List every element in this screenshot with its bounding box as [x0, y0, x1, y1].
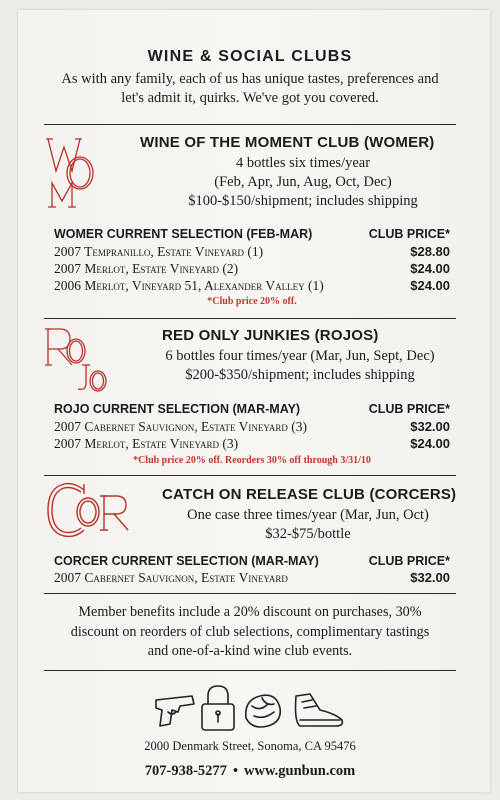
selection-heading	[54, 227, 450, 241]
intro-line-1: As with any family, each of us has unique tastes, preferences and	[61, 71, 439, 87]
club-detail: $32-$75/bottle	[265, 526, 351, 542]
page-title: WINE & SOCIAL CLUBS	[147, 48, 353, 65]
selection-heading	[54, 554, 450, 568]
club-detail: 4 bottles six times/year	[235, 155, 371, 171]
cor-logo	[44, 480, 134, 542]
benefits-line: discount on reorders of club selections, complimentary tastings	[70, 623, 430, 640]
address: 2000 Denmark Street, Sonoma, CA 95476	[144, 739, 356, 753]
wine-row	[54, 436, 450, 452]
club-name-rojos: RED ONLY JUNKIES (ROJOS)	[162, 327, 379, 344]
club-detail: $200-$350/shipment; includes shipping	[185, 367, 415, 383]
wine-row	[54, 244, 450, 260]
wom-logo	[44, 133, 104, 213]
wine-price: $32.00	[410, 419, 450, 434]
wine-price: $24.00	[410, 261, 450, 276]
divider	[44, 318, 456, 319]
wine-name: 2007 Tempranillo, Estate Vineyard (1)	[54, 244, 264, 259]
selection-title: ROJO CURRENT SELECTION (MAR-MAY)	[54, 402, 301, 416]
wine-price: $24.00	[410, 278, 450, 293]
club-detail: 6 bottles four times/year (Mar, Jun, Sept, Dec)	[165, 348, 435, 364]
intro-line-2: let's admit it, quirks. We've got you covered.	[121, 90, 379, 106]
benefits-line: and one-of-a-kind wine club events.	[147, 643, 353, 659]
shoe-icon	[296, 694, 343, 726]
intro-text	[40, 70, 460, 108]
club-detail: $100-$150/shipment; includes shipping	[188, 193, 418, 209]
wine-price: $28.80	[410, 244, 450, 259]
wine-name: 2007 Merlot, Estate Vineyard (3)	[54, 436, 239, 451]
bun-icon	[246, 695, 280, 727]
club-price-heading: CLUB PRICE*	[368, 227, 450, 241]
separator-dot: •	[232, 763, 239, 779]
club-price-heading: CLUB PRICE*	[368, 554, 450, 568]
club-detail: (Feb, Apr, Jun, Aug, Oct, Dec)	[214, 174, 392, 190]
wine-name: 2007 Merlot, Estate Vineyard (2)	[54, 261, 239, 276]
divider	[44, 593, 456, 594]
selection-title: WOMER CURRENT SELECTION (FEB-MAR)	[54, 227, 313, 241]
member-benefits	[48, 603, 452, 662]
footer-icons	[150, 682, 350, 734]
club-price-note: *Club price 20% off. Reorders 30% off through 3/31/10	[133, 455, 371, 466]
wine-price: $24.00	[410, 436, 450, 451]
wine-row	[54, 278, 450, 294]
contact-line	[0, 763, 500, 780]
club-name-womer: WINE OF THE MOMENT CLUB (WOMER)	[140, 134, 435, 151]
divider	[44, 475, 456, 476]
rojo-logo	[44, 325, 110, 395]
wine-row	[54, 570, 450, 586]
club-price-note: *Club price 20% off.	[207, 296, 297, 307]
divider	[44, 670, 456, 671]
wine-name: 2007 Cabernet Sauvignon, Estate Vineyard (3)	[54, 419, 308, 434]
wine-name: 2007 Cabernet Sauvignon, Estate Vineyard	[54, 570, 288, 585]
benefits-line: Member benefits include a 20% discount on purchases, 30%	[78, 604, 422, 620]
website-link[interactable]: www.gunbun.com	[244, 763, 356, 779]
wine-row	[54, 419, 450, 435]
club-detail: One case three times/year (Mar, Jun, Oct)	[187, 507, 429, 523]
gun-icon	[156, 696, 194, 726]
wine-name: 2006 Merlot, Vineyard 51, Alexander Valley (1)	[54, 278, 324, 293]
divider	[44, 124, 456, 125]
club-price-heading: CLUB PRICE*	[368, 402, 450, 416]
wine-row	[54, 261, 450, 277]
padlock-icon	[202, 686, 234, 730]
brochure-page	[18, 10, 490, 792]
selection-heading	[54, 402, 450, 416]
wine-price: $32.00	[410, 570, 450, 585]
phone-number: 707-938-5277	[144, 763, 227, 779]
selection-title: CORCER CURRENT SELECTION (MAR-MAY)	[54, 554, 319, 568]
club-name-corcers: CATCH ON RELEASE CLUB (CORCERS)	[162, 486, 457, 503]
